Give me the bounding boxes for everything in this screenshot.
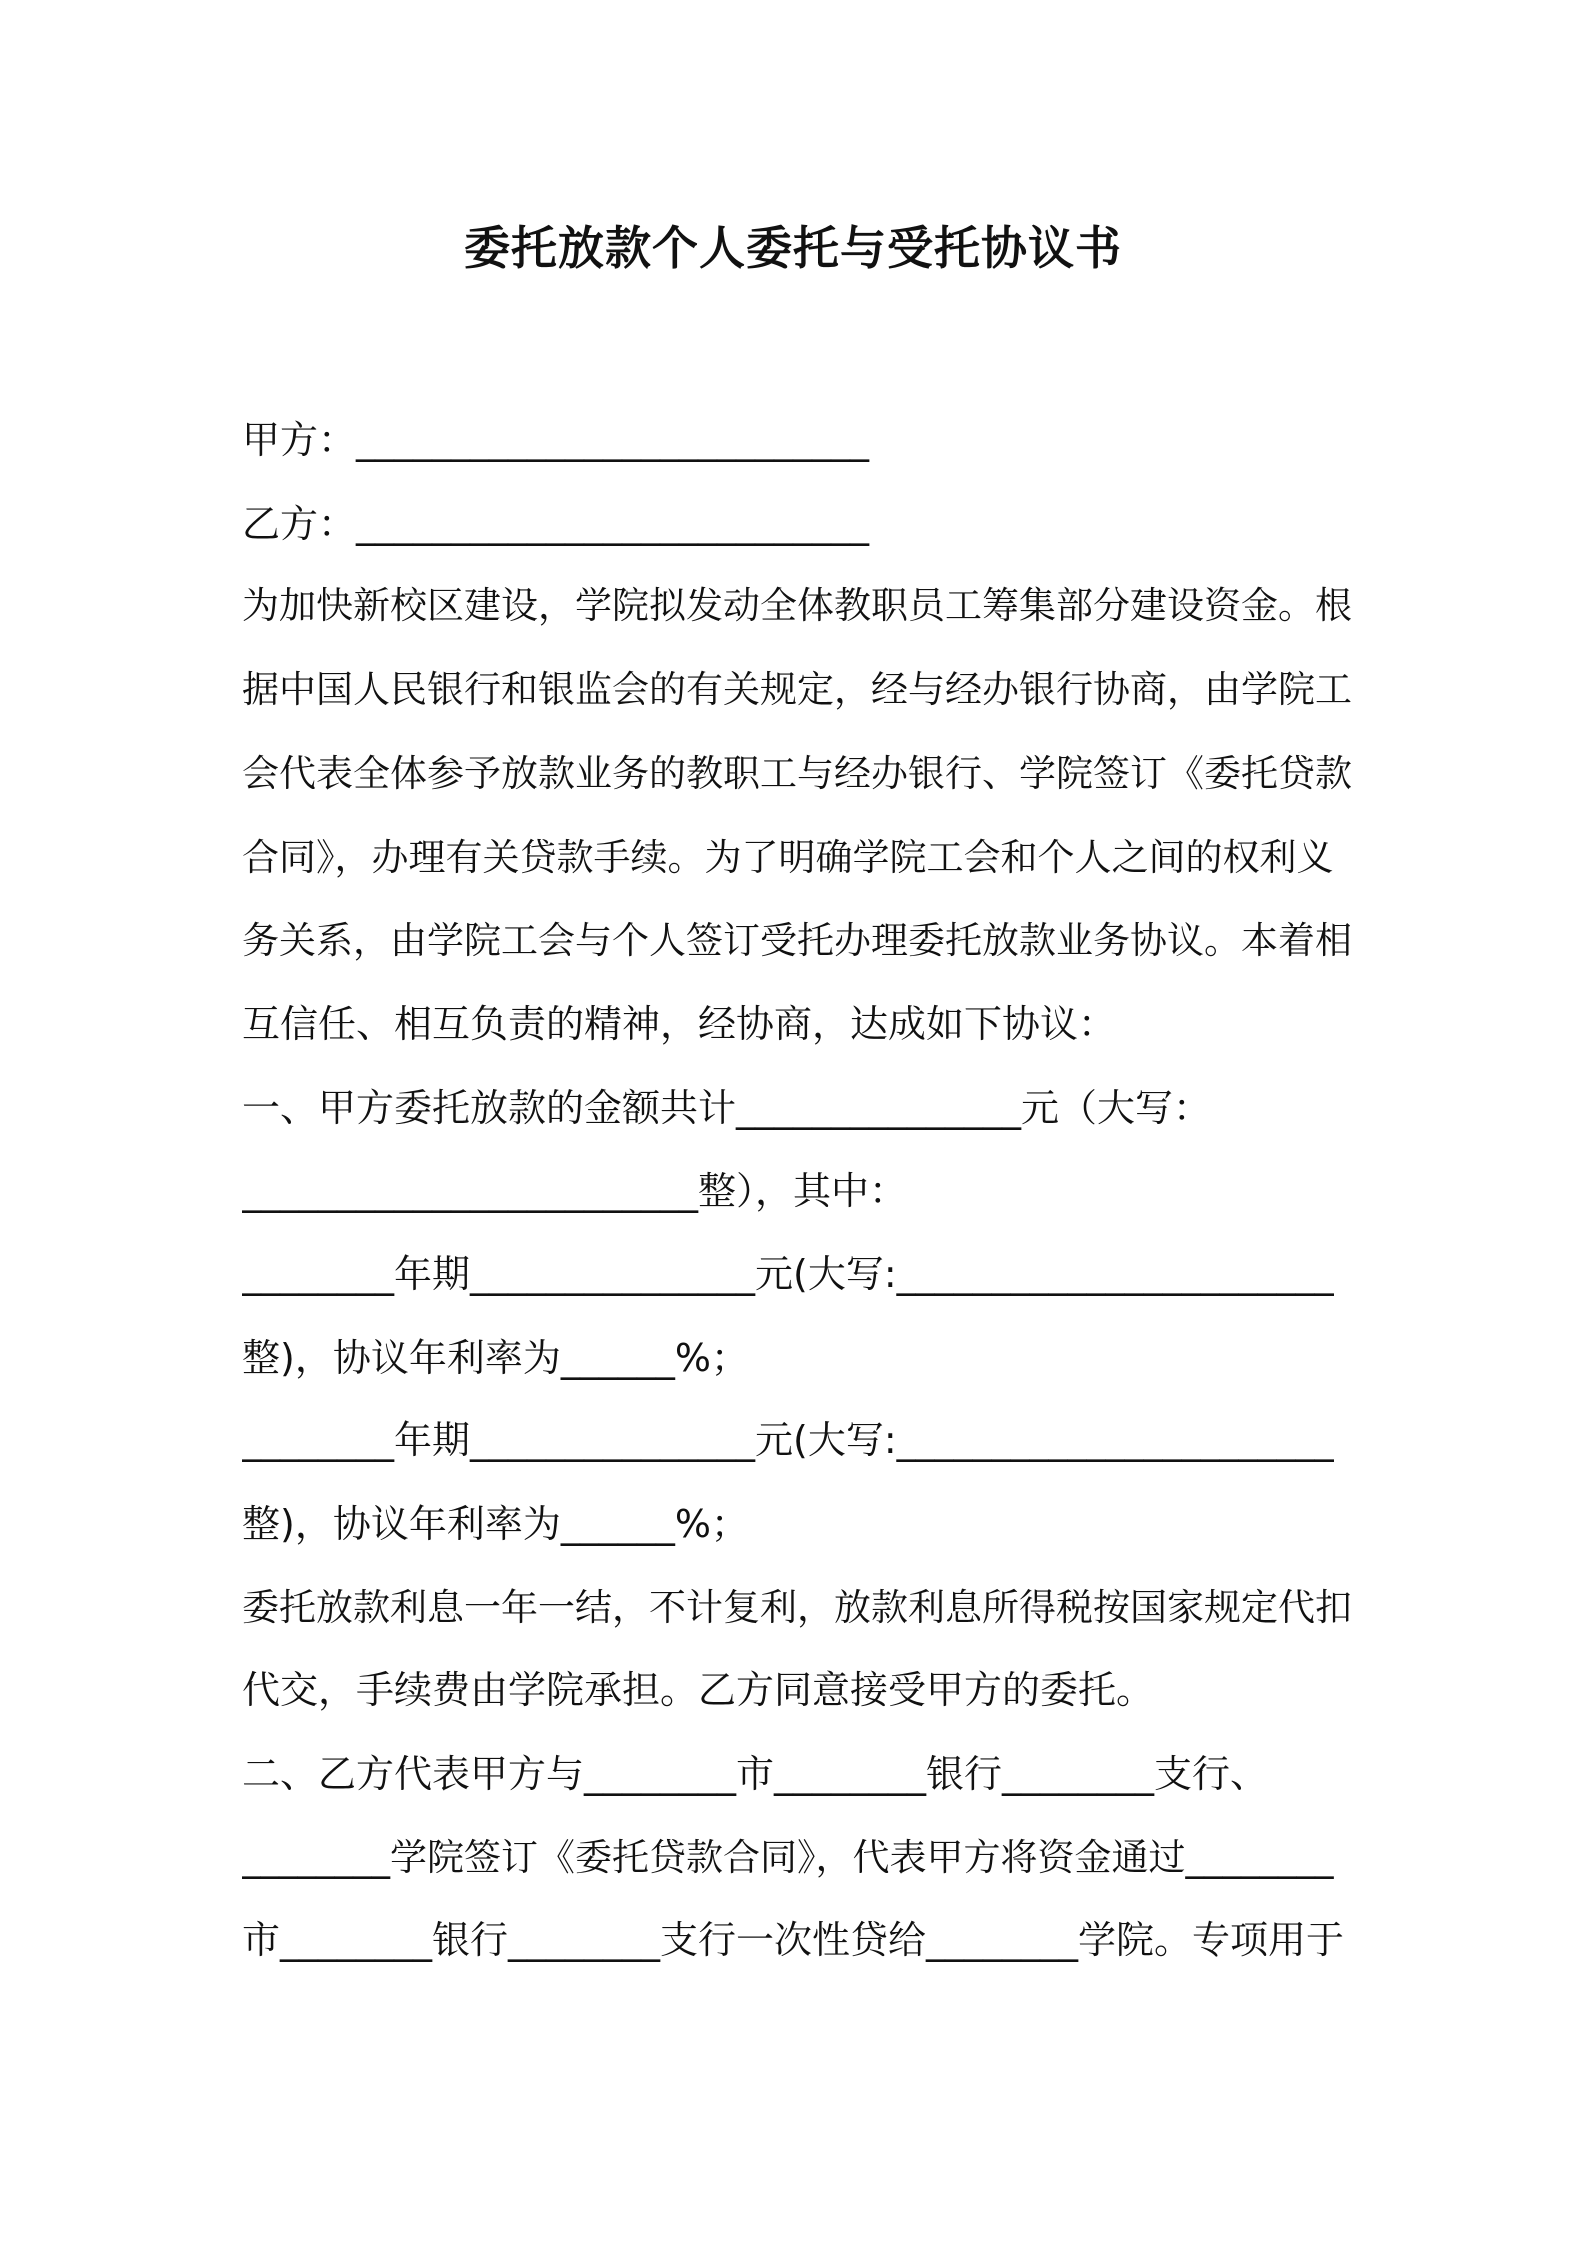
clause-one-line: 一、甲方委托放款的金额共计_______________元（大写：: [242, 1086, 1212, 1130]
term-line: ________年期_______________元(大写:_______________________: [242, 1418, 1334, 1462]
term-line: ________年期_______________元(大写:_______________________: [242, 1252, 1334, 1296]
clause-two-line: ________学院签订《委托贷款合同》，代表甲方将资金通过________: [242, 1836, 1334, 1879]
paragraph-line: 据中国人民银行和银监会的有关规定，经与经办银行协商，由学院工: [242, 668, 1352, 711]
paragraph-line: 合同》，办理有关贷款手续。为了明确学院工会和个人之间的权利义: [242, 836, 1334, 879]
document-title: 委托放款个人委托与受托协议书: [464, 221, 1122, 275]
clause-two-line: 市________银行________支行一次性贷给________学院。专项用于: [242, 1918, 1345, 1962]
clause-two-line: 二、乙方代表甲方与________市________银行________支行、: [242, 1752, 1269, 1796]
paragraph-line: 为加快新校区建设，学院拟发动全体教职员工筹集部分建设资金。根: [242, 584, 1352, 627]
paragraph-line: 会代表全体参予放款业务的教职工与经办银行、学院签订《委托贷款: [242, 752, 1352, 795]
paragraph-line: 互信任、相互负责的精神，经协商，达成如下协议：: [242, 1002, 1117, 1046]
rate-line: 整)，协议年利率为______%；: [242, 1502, 749, 1546]
rate-line: 整)，协议年利率为______%；: [242, 1336, 749, 1380]
paragraph-line: 委托放款利息一年一结，不计复利，放款利息所得税按国家规定代扣: [242, 1586, 1352, 1629]
clause-one-line: ________________________整），其中：: [242, 1169, 908, 1213]
paragraph-line: 务关系，由学院工会与个人签订受托办理委托放款业务协议。本着相: [242, 919, 1352, 962]
party-a-line: 甲方：___________________________: [242, 418, 870, 462]
paragraph-line: 代交，手续费由学院承担。乙方同意接受甲方的委托。: [242, 1668, 1155, 1712]
party-b-line: 乙方：___________________________: [242, 502, 870, 546]
